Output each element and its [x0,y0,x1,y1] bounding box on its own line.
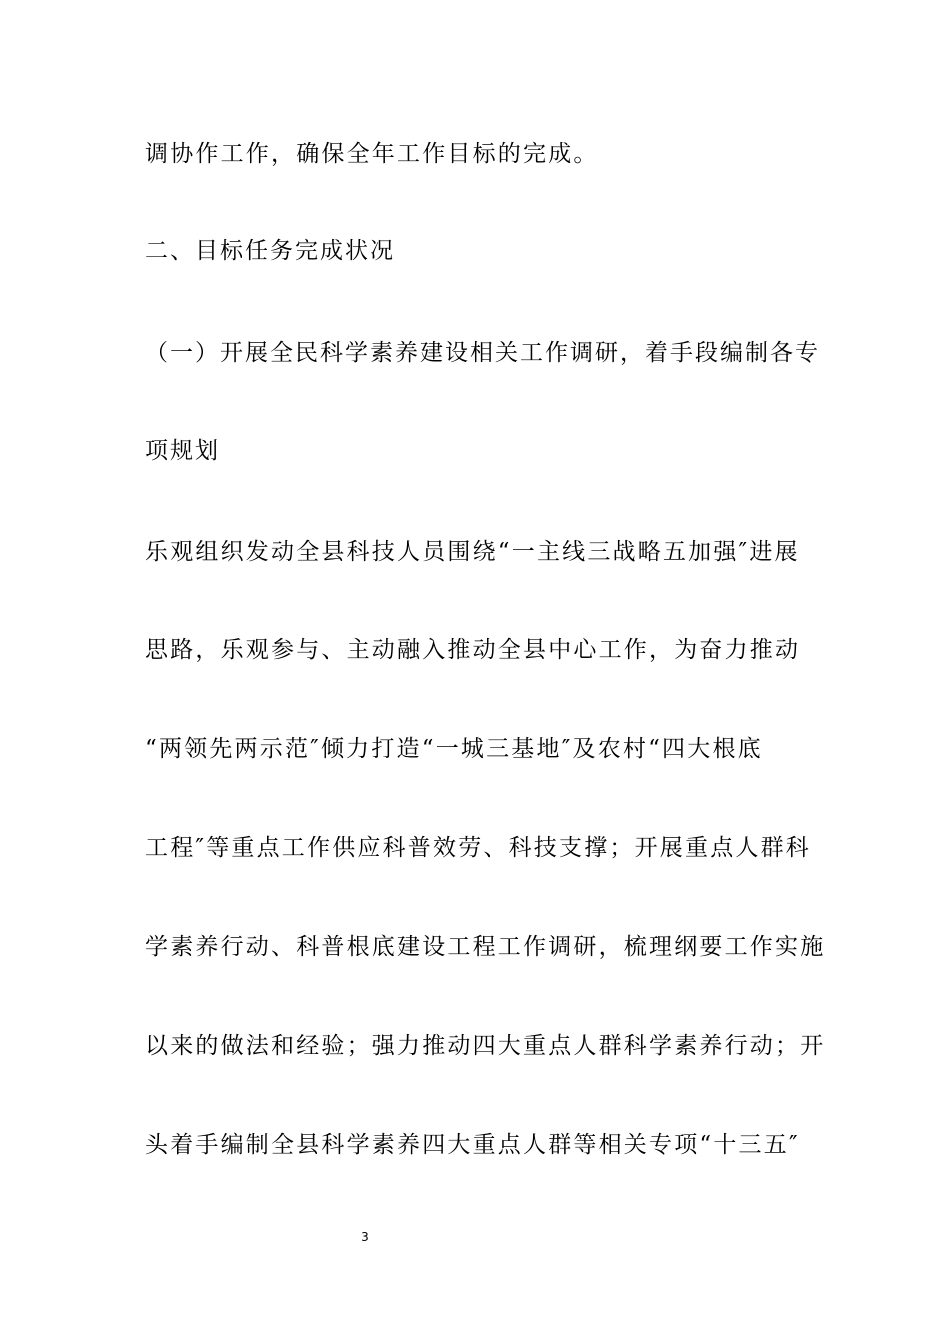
body-text-line: 工程″等重点工作供应科普效劳、科技支撑；开展重点人群科 [145,835,811,861]
subsection-heading: （一）开展全民科学素养建设相关工作调研，着手段编制各专 [145,340,820,366]
body-text-line: “两领先两示范″倾力打造“一城三基地″及农村“四大根底 [145,736,763,762]
body-text-line: 学素养行动、科普根底建设工程工作调研，梳理纲要工作实施 [145,934,826,960]
body-text-line: 调协作工作，确保全年工作目标的完成。 [145,141,599,167]
body-text-line: 思路，乐观参与、主动融入推动全县中心工作，为奋力推动 [145,637,801,663]
body-text-line: 头着手编制全县科学素养四大重点人群等相关专项“十三五″ [145,1132,800,1158]
subsection-heading-continued: 项规划 [145,438,220,464]
page-number: 3 [361,1230,369,1244]
body-text-line: 以来的做法和经验；强力推动四大重点人群科学素养行动；开 [145,1033,826,1059]
section-heading: 二、目标任务完成状况 [145,238,395,264]
body-text-line: 乐观组织发动全县科技人员围绕“一主线三战略五加强″进展 [145,539,800,565]
